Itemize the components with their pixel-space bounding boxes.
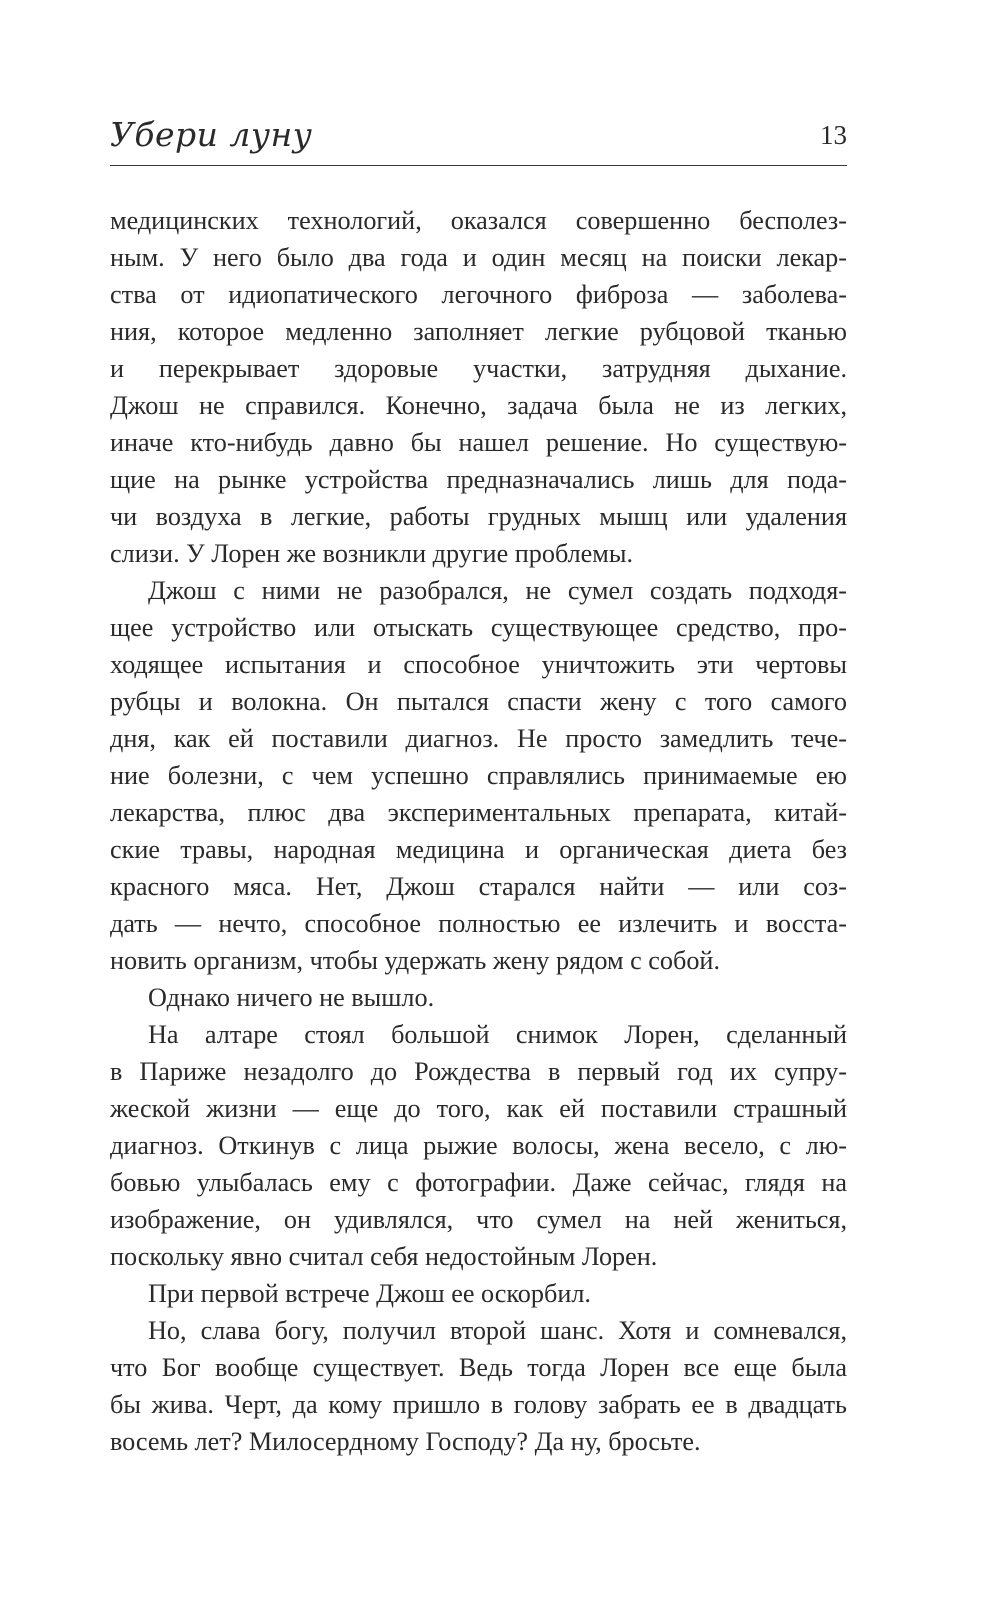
text-line: диагноз. Откинув с лица рыжие волосы, жена весело, с лю- — [110, 1131, 847, 1160]
text-line: лекарства, плюс два экспериментальных препарата, китай- — [110, 798, 847, 827]
text-line: При первой встрече Джош ее оскорбил. — [148, 1279, 591, 1308]
text-line: изображение, он удивлялся, что сумел на ней жениться, — [110, 1205, 847, 1234]
running-title: Убери луну — [110, 115, 313, 154]
text-line: ства от идиопатического легочного фиброза — заболева- — [110, 280, 847, 309]
paragraph — [110, 572, 847, 979]
text-line: Джош с ними не разобрался, не сумел создать подходя- — [148, 576, 847, 605]
text-line: Но, слава богу, получил второй шанс. Хотя и сомневался, — [148, 1316, 847, 1345]
text-line: ходящее испытания и способное уничтожить эти чертовы — [110, 650, 847, 679]
text-line: медицинских технологий, оказался совершенно бесполез- — [110, 206, 847, 235]
text-line: восемь лет? Милосердному Господу? Да ну, бросьте. — [110, 1427, 701, 1456]
text-line: ние болезни, с чем успешно справлялись принимаемые ею — [110, 761, 847, 790]
text-line: Однако ничего не вышло. — [148, 983, 435, 1012]
text-line: дня, как ей поставили диагноз. Не просто замедлить тече- — [110, 724, 847, 753]
text-line: и перекрывает здоровые участки, затрудняя дыхание. — [110, 354, 847, 383]
text-line: ния, которое медленно заполняет легкие рубцовой тканью — [110, 317, 847, 346]
text-line: На алтаре стоял большой снимок Лорен, сделанный — [148, 1020, 847, 1049]
text-line: в Париже незадолго до Рождества в первый год их супру- — [110, 1057, 847, 1086]
text-line: новить организм, чтобы удержать жену рядом с собой. — [110, 946, 720, 975]
paragraph — [110, 1275, 847, 1312]
text-line: бы жива. Черт, да кому пришло в голову забрать ее в двадцать — [110, 1390, 847, 1419]
text-line: рубцы и волокна. Он пытался спасти жену с того самого — [110, 687, 847, 716]
text-line: что Бог вообще существует. Ведь тогда Лорен все еще была — [110, 1353, 847, 1382]
text-line: красного мяса. Нет, Джош старался найти — или соз- — [110, 872, 847, 901]
text-line: ным. У него было два года и один месяц на поиски лекар- — [110, 243, 847, 272]
paragraph — [110, 202, 847, 572]
text-line: Джош не справился. Конечно, задача была не из легких, — [110, 391, 847, 420]
text-line: щие на рынке устройства предназначались лишь для пода- — [110, 465, 847, 494]
paragraph — [110, 1016, 847, 1275]
text-line: щее устройство или отыскать существующее средство, про- — [110, 613, 847, 642]
page-number: 13 — [820, 120, 847, 150]
text-line: поскольку явно считал себя недостойным Лорен. — [110, 1242, 658, 1271]
body-text — [110, 202, 847, 1460]
page-header — [110, 113, 847, 166]
text-line: слизи. У Лорен же возникли другие проблемы. — [110, 539, 634, 568]
text-line: бовью улыбалась ему с фотографии. Даже сейчас, глядя на — [110, 1168, 847, 1197]
text-line: дать — нечто, способное полностью ее излечить и восста- — [110, 909, 847, 938]
text-line: иначе кто-нибудь давно бы нашел решение. Но существую- — [110, 428, 847, 457]
paragraph — [110, 979, 847, 1016]
text-line: жеской жизни — еще до того, как ей поставили страшный — [110, 1094, 847, 1123]
text-line: ские травы, народная медицина и органическая диета без — [110, 835, 847, 864]
paragraph — [110, 1312, 847, 1460]
text-line: чи воздуха в легкие, работы грудных мышц или удаления — [110, 502, 847, 531]
